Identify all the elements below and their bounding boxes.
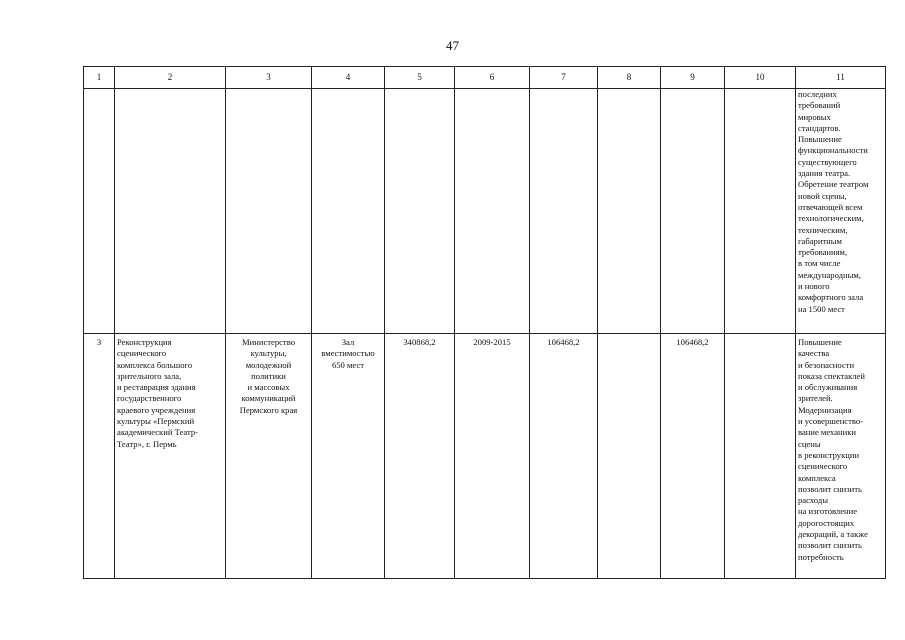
text-line: здания театра.: [798, 168, 851, 179]
text-line: показа спектаклей: [798, 370, 865, 381]
text-line: существующего: [798, 156, 857, 167]
text-line: в реконструкции: [798, 449, 860, 460]
text-line: Повышение: [798, 337, 842, 347]
row2-col9-amount: 106468,2: [661, 334, 725, 579]
text-line: международным,: [798, 269, 861, 280]
text-line: отвечающей всем: [798, 201, 863, 212]
row1-col1: [84, 89, 115, 334]
header-cell-5: 5: [385, 67, 455, 89]
text-line: позволит снизить: [798, 540, 862, 551]
text-line: Обретение театром: [798, 179, 869, 190]
row1-col6: [455, 89, 530, 334]
text-line: коммуникаций: [241, 393, 296, 404]
text-line: культуры «Пермский: [117, 416, 195, 427]
header-cell-4: 4: [312, 67, 385, 89]
table-row: [84, 89, 886, 334]
text-line: мировых: [798, 111, 831, 122]
text-line: и массовых: [247, 382, 290, 393]
text-line: расходы: [798, 495, 828, 506]
header-row: [84, 67, 886, 89]
header-cell-6: 6: [455, 67, 530, 89]
text-line: габаритным: [798, 235, 842, 246]
text-line: позволит снизить: [798, 483, 862, 494]
header-cell-1: 1: [84, 67, 115, 89]
row1-col2: [115, 89, 226, 334]
text-line: вание механики: [798, 427, 857, 438]
text-line: и реставрация здания: [117, 382, 196, 393]
row2-col3-customer: [226, 334, 312, 579]
row2-col5-estimated-cost: 340868,2: [385, 334, 455, 579]
row1-col5: [385, 89, 455, 334]
text-line: 650 мест: [331, 359, 365, 370]
row1-col11-expected-result: [796, 89, 886, 334]
header-cell-8: 8: [598, 67, 661, 89]
text-line: академический Театр-: [117, 427, 199, 438]
text-line: культуры,: [250, 348, 287, 359]
row2-col10-amount: [725, 334, 796, 579]
text-line: комплекса большого: [117, 359, 193, 370]
header-cell-11: 11: [796, 67, 886, 89]
text-line: дорогостоящих: [798, 517, 855, 528]
text-line: Модернизация: [798, 404, 852, 415]
row1-col8: [598, 89, 661, 334]
text-line: сцены: [798, 438, 821, 449]
text-line: качества: [798, 348, 830, 359]
text-line: функциональности: [798, 145, 868, 156]
data-table: [83, 66, 886, 579]
text-line: технологическим,: [798, 213, 864, 224]
row2-col11-expected-result: [796, 334, 886, 579]
row1-col3: [226, 89, 312, 334]
row2-col8-amount: [598, 334, 661, 579]
text-line: зрительного зала,: [117, 370, 182, 381]
text-line: и нового: [798, 281, 830, 292]
text-line: Министерство: [242, 337, 295, 347]
page-number: 47: [446, 38, 459, 53]
text-line: и обслуживания: [798, 382, 858, 393]
row2-col6-period: 2009-2015: [455, 334, 530, 579]
row1-col9: [661, 89, 725, 334]
row2-col4-capacity: [312, 334, 385, 579]
text-line: зрителей.: [798, 393, 833, 404]
row2-col1-number: 3: [84, 334, 115, 579]
text-line: сценического: [117, 348, 167, 359]
text-line: потребность: [798, 551, 844, 562]
text-line: комплекса: [798, 472, 836, 483]
text-line: декораций, а также: [798, 529, 868, 540]
row2-col7-amount: 106468,2: [530, 334, 598, 579]
text-line: вместимостью: [321, 348, 375, 359]
header-cell-3: 3: [226, 67, 312, 89]
text-line: политики: [251, 370, 286, 381]
text-line: и безопасности: [798, 359, 855, 370]
text-line: молодежной: [245, 359, 292, 370]
text-line: Повышение: [798, 134, 842, 145]
table-row: [84, 334, 886, 579]
row1-col10: [725, 89, 796, 334]
text-line: на 1500 мест: [798, 303, 845, 314]
text-line: новой сцены,: [798, 190, 847, 201]
text-line: стандартов.: [798, 122, 841, 133]
text-line: в том числе: [798, 258, 841, 269]
text-line: Зал: [341, 337, 355, 347]
text-line: сценического: [798, 461, 848, 472]
row1-col4: [312, 89, 385, 334]
header-cell-9: 9: [661, 67, 725, 89]
text-line: требований: [798, 100, 841, 111]
header-cell-7: 7: [530, 67, 598, 89]
text-line: последних: [798, 89, 837, 99]
text-line: Реконструкция: [117, 337, 172, 347]
row1-col7: [530, 89, 598, 334]
row2-col2-object-name: [115, 334, 226, 579]
text-line: на изготовление: [798, 506, 858, 517]
text-line: Театр», г. Пермь: [117, 438, 177, 449]
text-line: краевого учреждения: [117, 404, 196, 415]
header-cell-10: 10: [725, 67, 796, 89]
text-line: техническим,: [798, 224, 848, 235]
text-line: и усовершенство-: [798, 416, 864, 427]
text-line: Пермского края: [239, 404, 298, 415]
text-line: требованиям,: [798, 247, 848, 258]
text-line: государственного: [117, 393, 182, 404]
text-line: комфортного зала: [798, 292, 864, 303]
header-cell-2: 2: [115, 67, 226, 89]
